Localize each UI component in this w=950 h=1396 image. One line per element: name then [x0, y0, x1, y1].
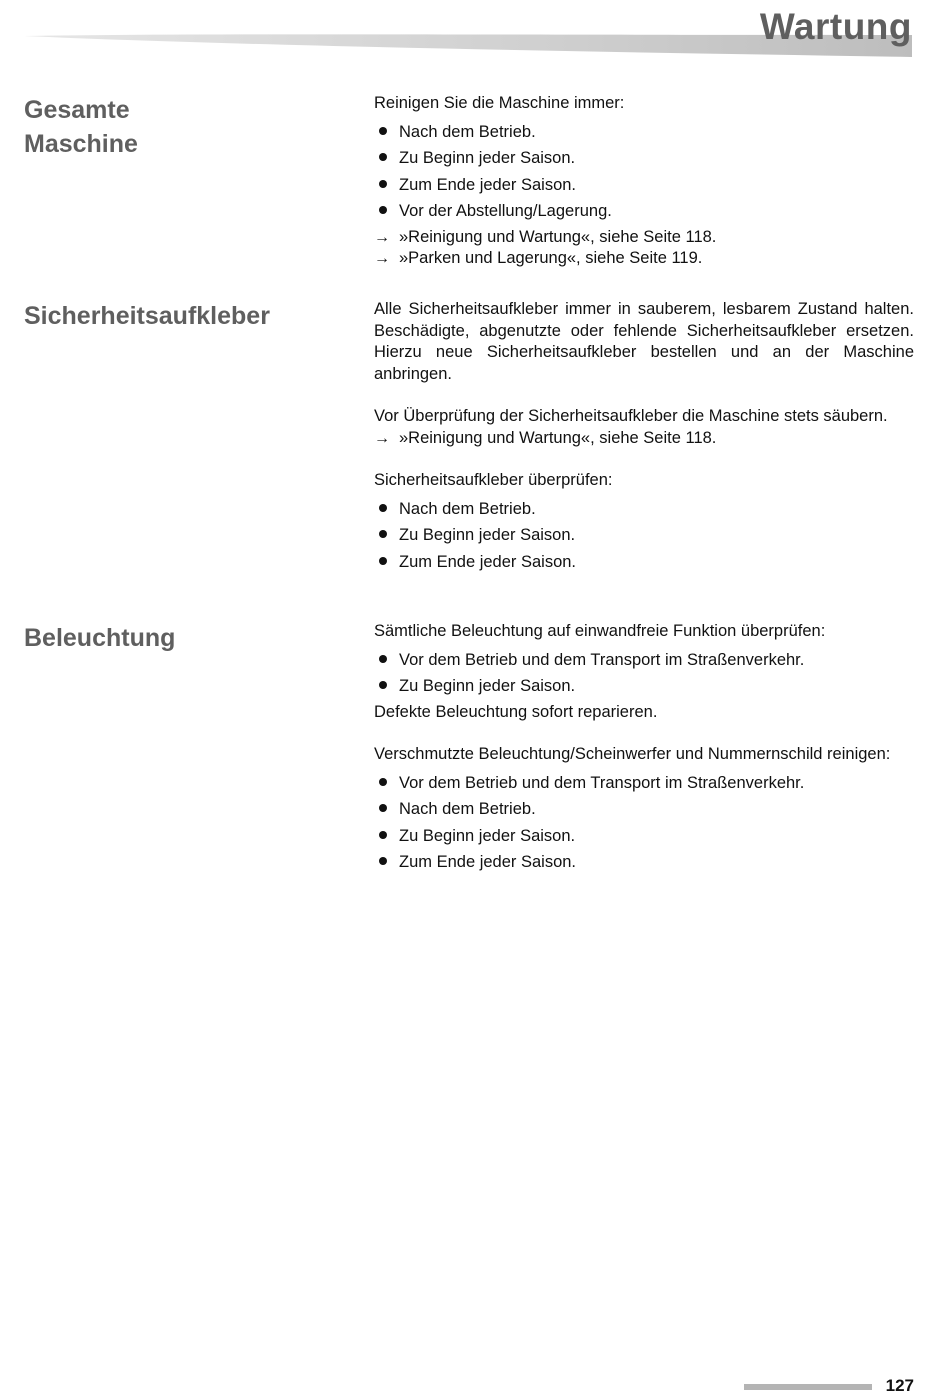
section-body — [374, 299, 914, 575]
paragraph: Alle Sicherheitsaufkleber immer in sauberem, lesbarem Zustand halten. Beschädigte, abgenutzte oder fehlende Sicherheitsaufkleber ersetzen. Hierzu neue Sicherheitsaufkleber bestellen und an der Maschine anbringen. — [374, 300, 914, 383]
section-heading: Gesamte Maschine — [24, 96, 138, 158]
bullet-list — [374, 647, 914, 700]
list-item: Vor der Abstellung/Lagerung. — [374, 198, 914, 225]
intro-text: Sämtliche Beleuchtung auf einwandfreie Funktion überprüfen: — [374, 622, 826, 640]
list-item: Vor dem Betrieb und dem Transport im Straßenverkehr. — [374, 647, 914, 674]
bullet-icon — [379, 831, 387, 839]
chapter-title: Wartung — [759, 6, 912, 47]
bullet-icon — [379, 530, 387, 538]
arrow-right-icon: → — [374, 429, 390, 447]
bullet-icon — [379, 857, 387, 865]
list-item: Zu Beginn jeder Saison. — [374, 522, 914, 549]
section-heading: Beleuchtung — [24, 624, 176, 652]
cross-reference-link[interactable]: → »Parken und Lagerung«, siehe Seite 119. — [374, 248, 914, 270]
bullet-icon — [379, 804, 387, 812]
list-item: Zum Ende jeder Saison. — [374, 849, 914, 876]
list-item: Nach dem Betrieb. — [374, 496, 914, 523]
cross-reference-link[interactable]: → »Reinigung und Wartung«, siehe Seite 118. — [374, 428, 914, 450]
list-item: Zu Beginn jeder Saison. — [374, 823, 914, 850]
section-body — [374, 93, 914, 270]
list-item: Vor dem Betrieb und dem Transport im Straßenverkehr. — [374, 770, 914, 797]
cross-reference-link[interactable]: → »Reinigung und Wartung«, siehe Seite 118. — [374, 227, 914, 249]
list-item: Zum Ende jeder Saison. — [374, 172, 914, 199]
bullet-icon — [379, 778, 387, 786]
list-item: Nach dem Betrieb. — [374, 796, 914, 823]
list-item: Zu Beginn jeder Saison. — [374, 673, 914, 700]
bullet-icon — [379, 206, 387, 214]
bullet-icon — [379, 127, 387, 135]
section-heading: Sicherheitsaufkleber — [24, 302, 270, 330]
list-item: Zu Beginn jeder Saison. — [374, 145, 914, 172]
bullet-list — [374, 496, 914, 576]
section-body — [374, 621, 914, 876]
bullet-list — [374, 119, 914, 225]
footer-bar — [744, 1384, 872, 1390]
bullet-icon — [379, 153, 387, 161]
bullet-icon — [379, 557, 387, 565]
note-text: Defekte Beleuchtung sofort reparieren. — [374, 702, 658, 721]
bullet-icon — [379, 681, 387, 689]
list-item: Nach dem Betrieb. — [374, 119, 914, 146]
intro-text: Verschmutzte Beleuchtung/Scheinwerfer und Nummernschild reinigen: — [374, 745, 891, 764]
page-number: 127 — [885, 1376, 914, 1395]
intro-text: Sicherheitsaufkleber überprüfen: — [374, 471, 613, 489]
list-item: Zum Ende jeder Saison. — [374, 549, 914, 576]
bullet-icon — [379, 180, 387, 188]
arrow-right-icon: → — [374, 250, 390, 268]
bullet-list — [374, 770, 914, 876]
paragraph: Vor Überprüfung der Sicherheitsaufkleber die Maschine stets säubern. — [374, 407, 888, 425]
arrow-right-icon: → — [374, 228, 390, 246]
bullet-icon — [379, 504, 387, 512]
intro-text: Reinigen Sie die Maschine immer: — [374, 94, 625, 112]
bullet-icon — [379, 655, 387, 663]
